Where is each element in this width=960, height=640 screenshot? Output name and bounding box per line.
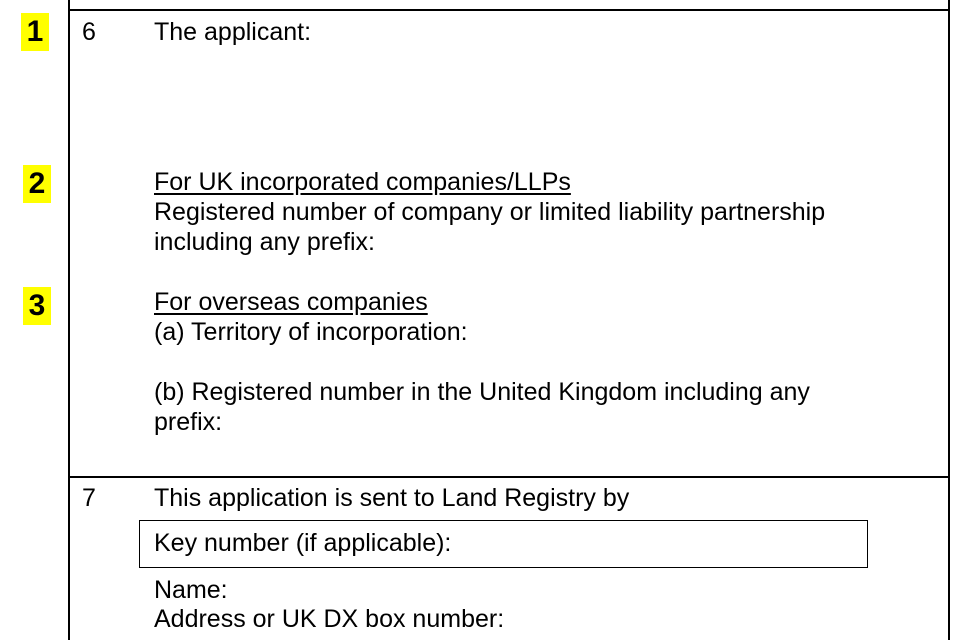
uk-registered-number-label: Registered number of company or limited liability partnership <box>154 198 826 226</box>
applicant-heading: The applicant: <box>154 18 312 46</box>
key-number-field[interactable] <box>139 520 868 568</box>
address-label: Address or UK DX box number: <box>154 605 505 633</box>
overseas-companies-title: For overseas companies <box>154 288 428 316</box>
key-number-label: Key number (if applicable): <box>154 529 452 557</box>
table-top-border <box>68 9 950 11</box>
uk-registered-number-label-cont: including any prefix: <box>154 228 375 256</box>
annotation-badge-2: 2 <box>23 165 51 203</box>
sent-by-heading: This application is sent to Land Registry by <box>154 484 630 512</box>
section-7-number: 7 <box>82 484 96 512</box>
uk-registered-number-overseas-label-cont: prefix: <box>154 408 223 436</box>
annotation-badge-1: 1 <box>21 13 49 51</box>
table-left-border <box>68 0 70 640</box>
name-label: Name: <box>154 576 228 604</box>
uk-registered-number-overseas-label: (b) Registered number in the United Kingdom including any <box>154 378 810 406</box>
section-6-number: 6 <box>82 18 96 46</box>
section-divider <box>68 476 950 478</box>
table-right-border <box>948 0 950 640</box>
territory-label: (a) Territory of incorporation: <box>154 318 468 346</box>
annotation-badge-3: 3 <box>23 287 51 325</box>
uk-companies-title: For UK incorporated companies/LLPs <box>154 168 571 196</box>
